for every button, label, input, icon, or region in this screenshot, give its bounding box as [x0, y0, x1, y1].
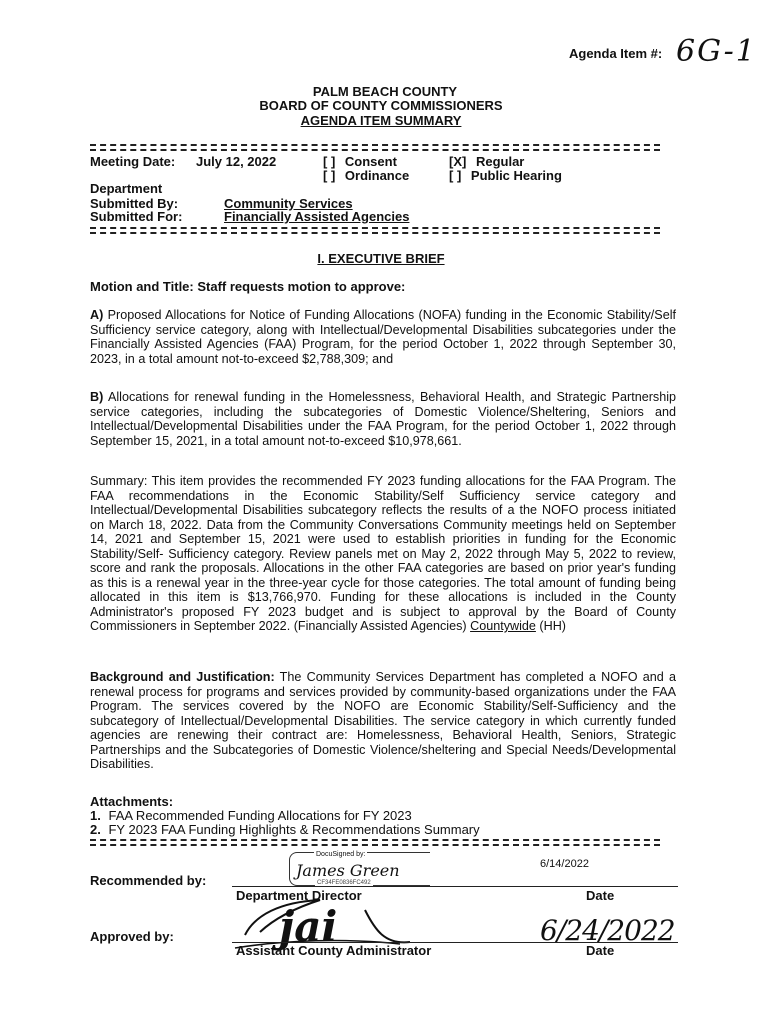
- recommended-by-label: Recommended by:: [90, 873, 207, 888]
- regular-box: [X]: [449, 154, 467, 169]
- asst-admin-label: Assistant County Administrator: [236, 943, 432, 958]
- separator-bottom: [90, 839, 660, 846]
- summary-suffix: (HH): [535, 619, 566, 633]
- public-hearing-label: Public Hearing: [470, 168, 562, 183]
- summary-countywide: Countywide: [470, 619, 536, 633]
- attachment-num: 2.: [90, 822, 101, 837]
- department-label: Department: [90, 181, 163, 196]
- submitted-for-value: Financially Assisted Agencies: [224, 209, 410, 224]
- meeting-date-value: July 12, 2022: [196, 154, 277, 169]
- date-label-2: Date: [586, 943, 615, 958]
- approved-date-handwritten: 6/24/2022: [540, 914, 675, 947]
- consent-option: [323, 154, 397, 169]
- meeting-date-label: Meeting Date:: [90, 154, 176, 169]
- agenda-item-number: 6G-1: [676, 34, 757, 69]
- attachment-text: FAA Recommended Funding Allocations for FY 2023: [108, 808, 412, 823]
- item-b-prefix: B): [90, 390, 104, 404]
- public-hearing-box: [ ]: [449, 168, 462, 183]
- background-label: Background and Justification:: [90, 670, 275, 684]
- approved-signature: jai: [279, 902, 338, 951]
- motion-title: Motion and Title: Staff requests motion to approve:: [90, 279, 406, 294]
- agenda-summary-title: AGENDA ITEM SUMMARY: [300, 113, 462, 128]
- submitted-by-value: Community Services: [224, 196, 353, 211]
- submitted-by-label: Submitted By:: [90, 196, 179, 211]
- ordinance-label: Ordinance: [344, 168, 410, 183]
- attachment-num: 1.: [90, 808, 101, 823]
- separator-top: [90, 144, 660, 151]
- approved-by-label: Approved by:: [90, 929, 174, 944]
- attachments-label: Attachments:: [90, 794, 174, 809]
- signature-line: [232, 886, 678, 887]
- ordinance-box: [ ]: [323, 168, 336, 183]
- background-paragraph: [90, 670, 676, 772]
- executive-brief-title: I. EXECUTIVE BRIEF: [317, 251, 445, 266]
- regular-label: Regular: [475, 154, 525, 169]
- recommended-date: 6/14/2022: [540, 858, 589, 870]
- consent-label: Consent: [344, 154, 397, 169]
- consent-box: [ ]: [323, 154, 336, 169]
- item-a-text: Proposed Allocations for Notice of Funding Allocations (NOFA) funding in the Economic Stability/Self Sufficiency service category, along with Intellectual/Developmental Disabilities subcategories under the Financially Assisted Agencies (FAA) Program, for the period October 1, 2022 through September 30, 2023, in a total amount not-to-exceed $2,788,309; and: [90, 308, 677, 366]
- agenda-item-label: Agenda Item #:: [569, 46, 663, 61]
- submitted-for-label: Submitted For:: [90, 209, 183, 224]
- ordinance-option: [323, 168, 409, 183]
- docusign-id: CF34FE0836FC492: [317, 880, 371, 886]
- county-title: PALM BEACH COUNTY: [312, 84, 458, 99]
- public-hearing-option: [449, 168, 562, 183]
- item-b-text: Allocations for renewal funding in the Homelessness, Behavioral Health, and Strategic Partnership service categories, including the subcategories of Domestic Violence/Sheltering, Seniors and Intellectual/Developmental Disabilities under the FAA Program, for the period October 1, 2022 through September 15, 2021, in a total amount not-to-exceed $10,978,661.: [90, 390, 676, 448]
- department-director-label: Department Director: [236, 888, 362, 903]
- attachment-item: [90, 822, 480, 837]
- docusign-label: DocuSigned by:: [316, 851, 366, 858]
- docusign-signature: James Green: [296, 861, 400, 880]
- regular-option: [449, 154, 524, 169]
- board-title: BOARD OF COUNTY COMMISSIONERS: [259, 98, 503, 113]
- summary-paragraph: [90, 474, 676, 634]
- summary-text: Summary: This item provides the recommended FY 2023 funding allocations for the FAA Program. The FAA recommendations in the Economic Stability/Self Sufficiency service category and Intellectual/Developmental Disabilities subcategory reflects the results of a the NOFO process initiated on March 18, 2022. Data from the Community Conversations Community meetings held on September 14, 2021 and September 15, 2021 were used to establish priorities in funding for the Economic Stability/Self- Sufficiency category. Review panels met on May 2, 2022 through May 5, 2022 to review, score and rank the proposals. Allocations in the other FAA categories are based on prior year's funding as this is a renewal year in the three-year cycle for those categories. The total amount of funding being allocated in this item is $13,766,970. Funding for these allocations is included in the County Administrator's proposed FY 2023 budget and is subject to approval by the Board of County Commissioners in September 2022. (Financially Assisted Agencies): [90, 474, 676, 633]
- separator-middle: [90, 227, 660, 234]
- item-b-paragraph: [90, 390, 676, 448]
- attachment-text: FY 2023 FAA Funding Highlights & Recommendations Summary: [108, 822, 480, 837]
- item-a-paragraph: [90, 308, 676, 366]
- item-a-prefix: A): [90, 308, 104, 322]
- background-text: The Community Services Department has completed a NOFO and a renewal process for programs and services provided by community-based organizations under the FAA Program. The services covered by the NOFO are Economic Stability/Self-Sufficiency and the subcategory of Intellectual/Developmental Disabilities. The service category in which currently funded agencies are renewing their contract are: Homelessness, Behavioral Health, Seniors, Strategic Partnerships and the Subcategories of Domestic Violence/sheltering and Special Needs/Developmental Disabilities.: [90, 670, 676, 771]
- date-label: Date: [586, 888, 615, 903]
- attachment-item: [90, 808, 412, 823]
